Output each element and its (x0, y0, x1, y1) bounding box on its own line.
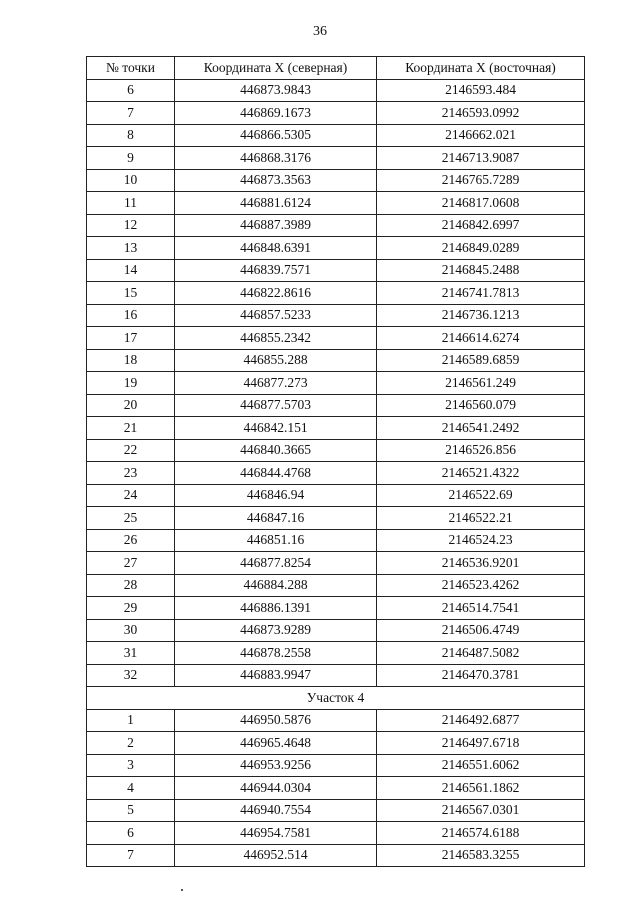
cell-coordinate-east: 2146522.21 (377, 507, 585, 530)
cell-point-number: 1 (87, 709, 175, 732)
cell-coordinate-north: 446965.4648 (175, 732, 377, 755)
table-row (87, 79, 585, 102)
cell-coordinate-east: 2146589.6859 (377, 349, 585, 372)
cell-coordinate-north: 446855.288 (175, 349, 377, 372)
table-row (87, 237, 585, 260)
cell-point-number: 26 (87, 529, 175, 552)
cell-coordinate-east: 2146842.6997 (377, 214, 585, 237)
cell-point-number: 8 (87, 124, 175, 147)
table-row (87, 304, 585, 327)
table-row (87, 754, 585, 777)
cell-coordinate-east: 2146593.0992 (377, 102, 585, 125)
cell-coordinate-north: 446877.8254 (175, 552, 377, 575)
cell-coordinate-east: 2146521.4322 (377, 462, 585, 485)
cell-coordinate-east: 2146514.7541 (377, 597, 585, 620)
table-row (87, 102, 585, 125)
table-row (87, 124, 585, 147)
cell-coordinate-east: 2146506.4749 (377, 619, 585, 642)
cell-point-number: 28 (87, 574, 175, 597)
table-row (87, 799, 585, 822)
cell-point-number: 3 (87, 754, 175, 777)
cell-point-number: 21 (87, 417, 175, 440)
cell-coordinate-east: 2146492.6877 (377, 709, 585, 732)
table-row (87, 574, 585, 597)
cell-coordinate-north: 446873.9289 (175, 619, 377, 642)
cell-coordinate-north: 446953.9256 (175, 754, 377, 777)
table-row (87, 214, 585, 237)
cell-point-number: 27 (87, 552, 175, 575)
table-row (87, 822, 585, 845)
cell-coordinate-north: 446868.3176 (175, 147, 377, 170)
cell-coordinate-north: 446881.6124 (175, 192, 377, 215)
table-row (87, 664, 585, 687)
cell-point-number: 31 (87, 642, 175, 665)
cell-point-number: 2 (87, 732, 175, 755)
cell-coordinate-east: 2146614.6274 (377, 327, 585, 350)
cell-coordinate-north: 446873.3563 (175, 169, 377, 192)
cell-point-number: 9 (87, 147, 175, 170)
cell-point-number: 14 (87, 259, 175, 282)
cell-coordinate-north: 446842.151 (175, 417, 377, 440)
cell-point-number: 7 (87, 844, 175, 867)
cell-coordinate-east: 2146561.1862 (377, 777, 585, 800)
cell-coordinate-north: 446878.2558 (175, 642, 377, 665)
cell-point-number: 6 (87, 79, 175, 102)
header-point-number: № точки (87, 57, 175, 80)
cell-point-number: 29 (87, 597, 175, 620)
cell-coordinate-east: 2146541.2492 (377, 417, 585, 440)
cell-coordinate-east: 2146523.4262 (377, 574, 585, 597)
cell-coordinate-east: 2146536.9201 (377, 552, 585, 575)
cell-coordinate-north: 446869.1673 (175, 102, 377, 125)
table-row (87, 327, 585, 350)
cell-point-number: 19 (87, 372, 175, 395)
cell-coordinate-east: 2146560.079 (377, 394, 585, 417)
cell-point-number: 24 (87, 484, 175, 507)
cell-coordinate-east: 2146849.0289 (377, 237, 585, 260)
cell-coordinate-east: 2146662.021 (377, 124, 585, 147)
cell-coordinate-east: 2146765.7289 (377, 169, 585, 192)
table-row (87, 507, 585, 530)
table-row (87, 169, 585, 192)
table-row (87, 552, 585, 575)
cell-point-number: 6 (87, 822, 175, 845)
cell-coordinate-east: 2146522.69 (377, 484, 585, 507)
cell-coordinate-east: 2146583.3255 (377, 844, 585, 867)
table-row (87, 394, 585, 417)
cell-point-number: 7 (87, 102, 175, 125)
table-row (87, 147, 585, 170)
cell-coordinate-north: 446944.0304 (175, 777, 377, 800)
table-row (87, 417, 585, 440)
cell-coordinate-east: 2146470.3781 (377, 664, 585, 687)
table-row (87, 192, 585, 215)
cell-coordinate-north: 446848.6391 (175, 237, 377, 260)
table-row (87, 732, 585, 755)
header-coordinate-north: Координата X (северная) (175, 57, 377, 80)
cell-coordinate-north: 446877.273 (175, 372, 377, 395)
cell-coordinate-east: 2146526.856 (377, 439, 585, 462)
table-row (87, 462, 585, 485)
cell-coordinate-north: 446954.7581 (175, 822, 377, 845)
cell-coordinate-north: 446844.4768 (175, 462, 377, 485)
table-row (87, 484, 585, 507)
table-row (87, 844, 585, 867)
cell-coordinate-east: 2146524.23 (377, 529, 585, 552)
cell-coordinate-north: 446822.8616 (175, 282, 377, 305)
cell-point-number: 23 (87, 462, 175, 485)
cell-coordinate-north: 446866.5305 (175, 124, 377, 147)
cell-point-number: 22 (87, 439, 175, 462)
section-row (87, 687, 585, 710)
cell-coordinate-north: 446884.288 (175, 574, 377, 597)
cell-coordinate-east: 2146574.6188 (377, 822, 585, 845)
cell-coordinate-north: 446886.1391 (175, 597, 377, 620)
cell-coordinate-north: 446940.7554 (175, 799, 377, 822)
cell-coordinate-east: 2146487.5082 (377, 642, 585, 665)
table-row (87, 597, 585, 620)
cell-coordinate-east: 2146567.0301 (377, 799, 585, 822)
cell-point-number: 25 (87, 507, 175, 530)
cell-coordinate-east: 2146551.6062 (377, 754, 585, 777)
cell-coordinate-north: 446847.16 (175, 507, 377, 530)
table-row (87, 619, 585, 642)
table-row (87, 439, 585, 462)
cell-coordinate-north: 446846.94 (175, 484, 377, 507)
scan-mark (181, 889, 183, 891)
header-coordinate-east: Координата X (восточная) (377, 57, 585, 80)
cell-coordinate-north: 446851.16 (175, 529, 377, 552)
cell-point-number: 16 (87, 304, 175, 327)
cell-coordinate-north: 446855.2342 (175, 327, 377, 350)
cell-coordinate-north: 446887.3989 (175, 214, 377, 237)
section-label: Участок 4 (87, 687, 585, 710)
table-row (87, 282, 585, 305)
cell-point-number: 4 (87, 777, 175, 800)
table-row (87, 642, 585, 665)
table-header-row (87, 57, 585, 80)
cell-point-number: 32 (87, 664, 175, 687)
cell-coordinate-east: 2146845.2488 (377, 259, 585, 282)
cell-point-number: 15 (87, 282, 175, 305)
table-row (87, 777, 585, 800)
table-row (87, 259, 585, 282)
cell-coordinate-east: 2146736.1213 (377, 304, 585, 327)
cell-coordinate-north: 446873.9843 (175, 79, 377, 102)
table-body (87, 79, 585, 867)
cell-coordinate-east: 2146497.6718 (377, 732, 585, 755)
cell-point-number: 20 (87, 394, 175, 417)
cell-coordinate-north: 446952.514 (175, 844, 377, 867)
cell-coordinate-east: 2146817.0608 (377, 192, 585, 215)
cell-point-number: 11 (87, 192, 175, 215)
cell-coordinate-east: 2146593.484 (377, 79, 585, 102)
cell-coordinate-north: 446840.3665 (175, 439, 377, 462)
cell-point-number: 17 (87, 327, 175, 350)
cell-point-number: 30 (87, 619, 175, 642)
cell-coordinate-east: 2146561.249 (377, 372, 585, 395)
table-row (87, 372, 585, 395)
coordinates-table (86, 56, 585, 867)
page-number: 36 (313, 24, 327, 39)
cell-point-number: 5 (87, 799, 175, 822)
cell-coordinate-east: 2146741.7813 (377, 282, 585, 305)
table-row (87, 349, 585, 372)
cell-point-number: 13 (87, 237, 175, 260)
cell-point-number: 12 (87, 214, 175, 237)
cell-coordinate-east: 2146713.9087 (377, 147, 585, 170)
cell-point-number: 10 (87, 169, 175, 192)
cell-coordinate-north: 446877.5703 (175, 394, 377, 417)
table-row (87, 529, 585, 552)
cell-coordinate-north: 446839.7571 (175, 259, 377, 282)
cell-coordinate-north: 446883.9947 (175, 664, 377, 687)
cell-coordinate-north: 446950.5876 (175, 709, 377, 732)
cell-point-number: 18 (87, 349, 175, 372)
cell-coordinate-north: 446857.5233 (175, 304, 377, 327)
table-row (87, 709, 585, 732)
